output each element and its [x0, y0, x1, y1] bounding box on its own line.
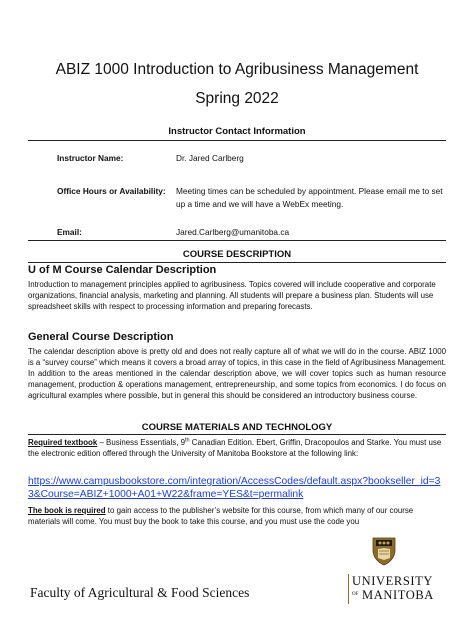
office-hours-value: Meeting times can be scheduled by appointment. Please email me to set up a time and we will have a WebEx meeting.	[176, 186, 443, 209]
textbook-edition-sup: th	[185, 437, 190, 444]
textbook-paragraph	[28, 437, 446, 459]
contact-top-divider	[28, 140, 446, 141]
email-label: Email:	[57, 227, 82, 237]
university-wordmark-of: OF	[352, 592, 359, 597]
instructor-name-label: Instructor Name:	[57, 153, 124, 163]
contact-bottom-divider	[28, 240, 446, 241]
description-divider	[28, 262, 446, 263]
required-paragraph	[28, 505, 446, 527]
office-hours-label: Office Hours or Availability:	[57, 186, 166, 196]
textbook-label: Required textbook	[28, 438, 98, 447]
logo-divider	[348, 574, 349, 604]
university-crest-icon	[371, 536, 397, 566]
instructor-name-value: Dr. Jared Carlberg	[176, 153, 244, 163]
term-title: Spring 2022	[195, 90, 279, 107]
university-wordmark-line2: MANITOBA	[362, 588, 434, 602]
materials-heading: COURSE MATERIALS AND TECHNOLOGY	[141, 422, 333, 433]
faculty-name: Faculty of Agricultural & Food Sciences	[30, 585, 250, 600]
materials-divider	[28, 434, 446, 435]
course-title: ABIZ 1000 Introduction to Agribusiness Management	[55, 61, 419, 78]
textbook-text-b: Canadian Edition. Ebert, Griffin, Dracopoulos and Starke. You must use the electronic edition offered through the University of Manitoba Bookstore at the following link:	[28, 438, 442, 459]
contact-heading: Instructor Contact Information	[168, 126, 306, 137]
university-wordmark-line1: UNIVERSITY	[352, 574, 433, 588]
email-value[interactable]: Jared.Carlberg@umanitoba.ca	[176, 227, 290, 237]
calendar-description-text: Introduction to management principles applied to agribusiness. Topics covered will include cooperative and corporate organizations, financial analysis, marketing and planning. All students will prepare a business plan. Students will use spreadsheet skills with respect to processing information and preparing forecasts.	[28, 280, 436, 312]
general-description-heading: General Course Description	[28, 331, 174, 343]
required-text: to gain access to the publisher’s website for this course, from which many of our course materials will come. You must buy the book to take this course, and you must use the code you	[28, 506, 414, 527]
textbook-text-a: – Business Essentials, 9	[97, 438, 185, 447]
course-description-heading: COURSE DESCRIPTION	[182, 249, 292, 260]
required-label: The book is required	[28, 506, 106, 515]
general-description-text: The calendar description above is pretty old and does not really capture all of what we will do in the course. ABIZ 1000 is a “survey course” which means it covers a broad array of topics, in this case in the field of Agribusiness Management. In addition to the areas mentioned in the calendar description above, we will cover topics such as human resource management, production & operations management, entrepreneurship, and some topics from economics. I do focus on agricultural examples where possible, but in general this should be considered an introductory business course.	[28, 347, 446, 401]
bookstore-link[interactable]: https://www.campusbookstore.com/integration/AccessCodes/default.aspx?bookseller_id=33&Course=ABIZ+1000+A01+W22&frame=YES&t=permalink	[28, 476, 441, 500]
calendar-description-heading: U of M Course Calendar Description	[28, 264, 217, 276]
